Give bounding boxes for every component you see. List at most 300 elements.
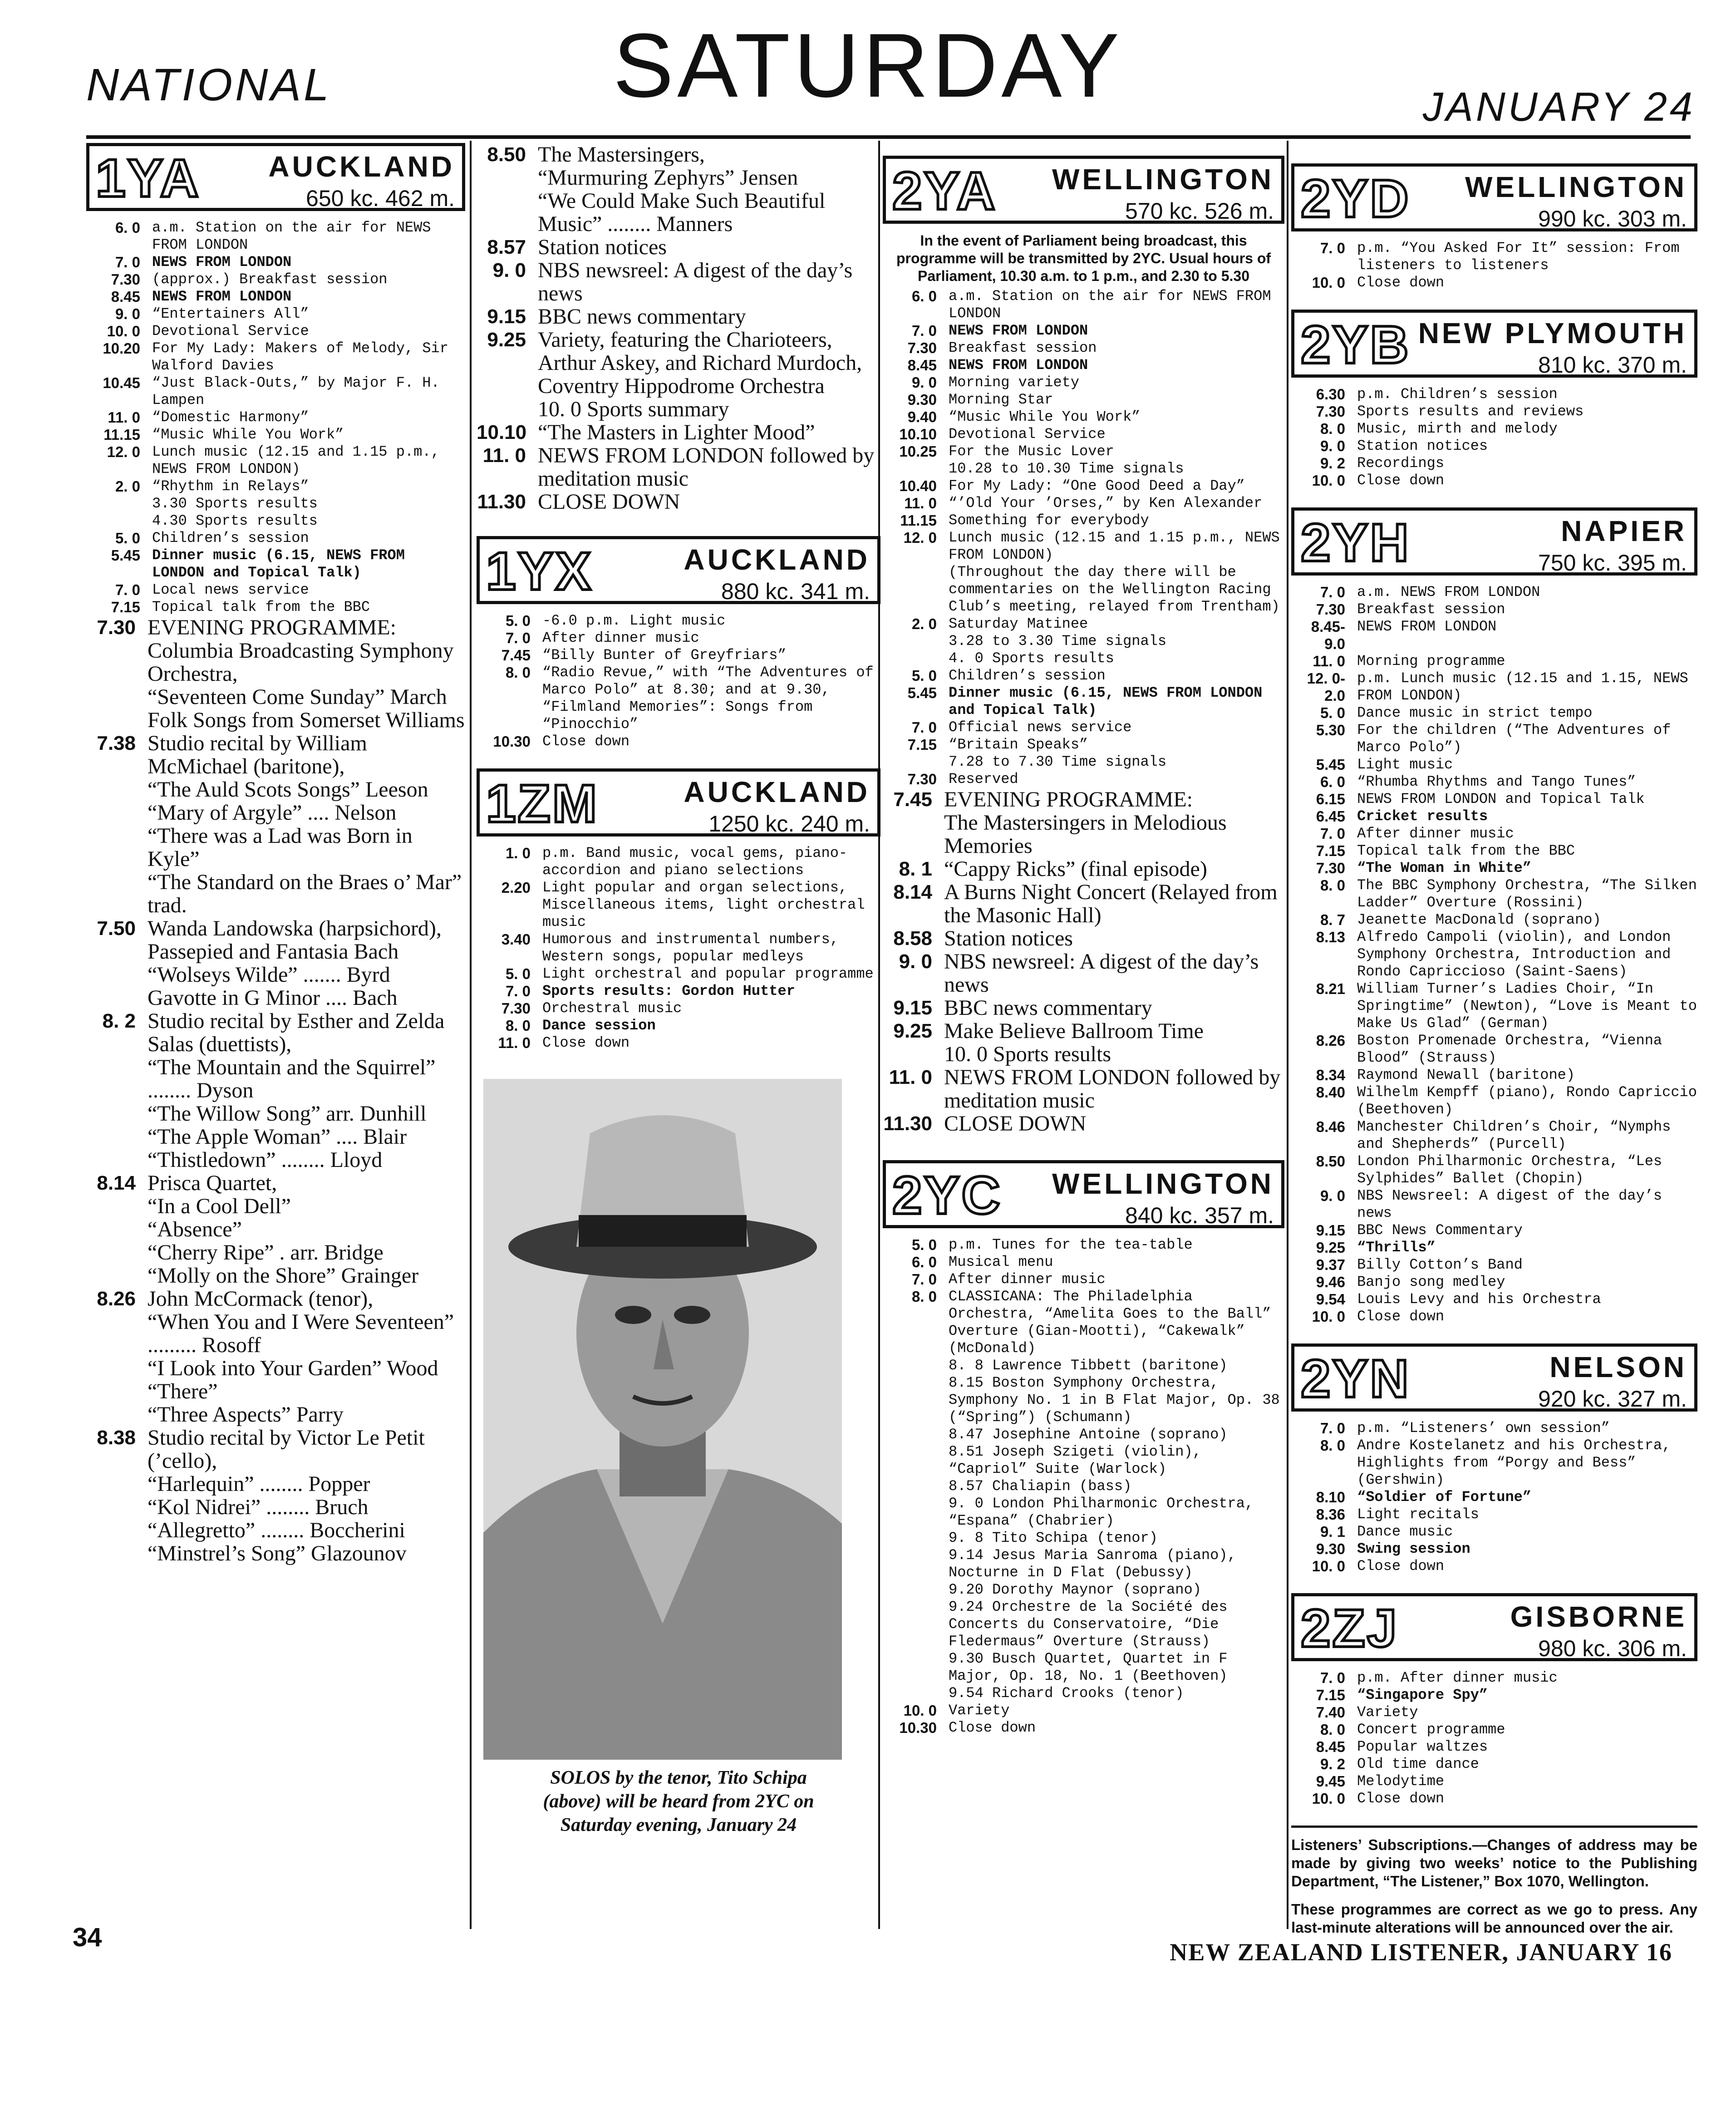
programme-description: Prisca Quartet, “In a Cool Dell” “Absence” “Cherry Ripe” . arr. Bridge “Molly on the Shore” Grainger bbox=[148, 1171, 419, 1288]
programme-description: Louis Levy and his Orchestra bbox=[1357, 1291, 1601, 1308]
programme-time: 6. 0 bbox=[911, 288, 937, 305]
programme-item bbox=[477, 931, 880, 965]
programme-description: Children’s session bbox=[949, 667, 1106, 684]
column-3 bbox=[883, 143, 1284, 1737]
programme-time: 6. 0 bbox=[1320, 773, 1345, 790]
programme-description: William Turner’s Ladies Choir, “In Springtime” (Newton), “Love is Meant to Make Us Glad” (German) bbox=[1357, 980, 1697, 1032]
station-frequency: 810 kc. 370 m. bbox=[1538, 352, 1687, 378]
programme-list bbox=[1291, 386, 1697, 489]
programme-item bbox=[477, 444, 880, 490]
programme-item bbox=[86, 478, 465, 530]
programme-description: Recordings bbox=[1357, 455, 1445, 472]
station-frequency: 750 kc. 395 m. bbox=[1538, 550, 1687, 576]
programme-description: Make Believe Ballroom Time 10. 0 Sports results bbox=[944, 1019, 1204, 1066]
station-city: WELLINGTON bbox=[1052, 163, 1274, 196]
programme-description: The Mastersingers, “Murmuring Zephyrs” Jensen “We Could Make Such Beautiful Music” ........ Manners bbox=[538, 143, 826, 236]
programme-description: Variety bbox=[1357, 1704, 1418, 1721]
programme-item bbox=[1291, 1274, 1697, 1291]
programme-time: 8.45 bbox=[111, 288, 140, 305]
programme-list bbox=[1291, 584, 1697, 1325]
programme-description: “Radio Revue,” with “The Adventures of Marco Polo” at 8.30; and at 9.30, “Filmland Memories”: Songs from “Pinocchio” bbox=[542, 664, 874, 733]
programme-item bbox=[1291, 1222, 1697, 1239]
programme-time: 8.50 bbox=[1316, 1153, 1345, 1170]
programme-time: 2.20 bbox=[501, 879, 531, 896]
programme-list bbox=[1291, 1669, 1697, 1807]
programme-item bbox=[86, 443, 465, 478]
programme-description: After dinner music bbox=[542, 630, 699, 646]
programme-item bbox=[883, 426, 1284, 443]
programme-time: 8.26 bbox=[1316, 1032, 1345, 1049]
programme-item bbox=[883, 340, 1284, 357]
programme-time: 8.58 bbox=[893, 927, 932, 950]
programme-time: 3.40 bbox=[501, 931, 531, 948]
programme-item bbox=[86, 271, 465, 288]
programme-time: 8.10 bbox=[1316, 1489, 1345, 1506]
programme-time: 9.25 bbox=[1316, 1239, 1345, 1256]
programme-time: 10.25 bbox=[899, 443, 937, 460]
programme-time: 9.15 bbox=[1316, 1222, 1345, 1239]
programme-description: Topical talk from the BBC bbox=[1357, 842, 1575, 859]
programme-time: 9.30 bbox=[907, 391, 937, 408]
programme-item bbox=[883, 529, 1284, 615]
programme-time: 12. 0 bbox=[903, 529, 937, 546]
programme-description: Close down bbox=[1357, 1308, 1445, 1325]
programme-time: 8. 0 bbox=[1320, 420, 1345, 437]
programme-description: London Philharmonic Orchestra, “Les Sylphides” Ballet (Chopin) bbox=[1357, 1153, 1662, 1187]
programme-description: NEWS FROM LONDON bbox=[1357, 618, 1497, 635]
programme-item bbox=[1291, 1187, 1697, 1222]
programme-item bbox=[883, 771, 1284, 788]
programme-time: 11. 0 bbox=[1313, 653, 1345, 669]
station-frequency: 1250 kc. 240 m. bbox=[708, 811, 870, 837]
programme-description: Morning variety bbox=[949, 374, 1080, 391]
programme-time: 7.38 bbox=[97, 732, 136, 754]
programme-description: “Billy Bunter of Greyfriars” bbox=[542, 647, 787, 664]
programme-item bbox=[883, 1112, 1284, 1135]
programme-item bbox=[1291, 1032, 1697, 1067]
station-callsign: 2YN bbox=[1301, 1349, 1411, 1409]
programme-description: Swing session bbox=[1357, 1540, 1470, 1557]
programme-description: p.m. “You Asked For It” session: From listeners to listeners bbox=[1357, 240, 1680, 274]
programme-time: 11. 0 bbox=[498, 1034, 531, 1051]
programme-item bbox=[86, 1171, 465, 1287]
programme-time: 8.45 bbox=[907, 357, 937, 374]
programme-item bbox=[883, 1236, 1284, 1254]
station-box-2YN bbox=[1291, 1343, 1697, 1412]
programme-item bbox=[86, 340, 465, 374]
programme-time: 10.10 bbox=[477, 421, 527, 443]
parliament-note: In the event of Parliament being broadcast, this programme will be transmitted by 2YC. Usual hours of Parliament, 10.30 a.m. to 1 p.m., and 2.30 to 5.30 bbox=[896, 232, 1271, 284]
programme-time: 7.30 bbox=[907, 771, 937, 787]
station-callsign: 2YH bbox=[1301, 513, 1411, 573]
programme-description: Close down bbox=[1357, 274, 1445, 291]
column-divider bbox=[1287, 141, 1288, 1929]
station-box-2ZJ bbox=[1291, 1593, 1697, 1661]
programme-item bbox=[86, 374, 465, 409]
programme-item bbox=[883, 1271, 1284, 1288]
programme-time: 9.25 bbox=[893, 1020, 932, 1042]
programme-item bbox=[1291, 808, 1697, 825]
programme-description: Banjo song medley bbox=[1357, 1274, 1505, 1290]
programme-time: 8. 0 bbox=[1320, 1721, 1345, 1738]
programme-description: Devotional Service bbox=[949, 426, 1106, 443]
programme-time: 8.21 bbox=[1316, 980, 1345, 997]
programme-description: Devotional Service bbox=[152, 323, 309, 340]
programme-description: “Thrills” bbox=[1357, 1239, 1436, 1256]
programme-description: Cricket results bbox=[1357, 808, 1488, 825]
programme-item bbox=[883, 950, 1284, 996]
programme-item bbox=[1291, 1084, 1697, 1118]
programme-description: Orchestral music bbox=[542, 1000, 682, 1017]
programme-item bbox=[86, 1426, 465, 1565]
programme-time: 9. 0 bbox=[899, 950, 932, 973]
programme-item bbox=[477, 630, 880, 647]
programme-description: “Soldier of Fortune” bbox=[1357, 1489, 1532, 1506]
programme-time: 9. 0 bbox=[1320, 1187, 1345, 1204]
programme-description: Breakfast session bbox=[1357, 601, 1505, 618]
programme-time: 8.26 bbox=[97, 1288, 136, 1310]
programme-description: NBS Newsreel: A digest of the day’s news bbox=[1357, 1187, 1662, 1221]
column-divider bbox=[470, 141, 472, 1929]
programme-description: p.m. Tunes for the tea-table bbox=[949, 1236, 1193, 1253]
programme-time: 8. 7 bbox=[1320, 911, 1345, 928]
programme-time: 7. 0 bbox=[911, 322, 937, 339]
subscription-notice bbox=[1291, 1826, 1697, 1937]
programme-time: 11.15 bbox=[103, 426, 140, 443]
programme-description: NEWS FROM LONDON followed by meditation music bbox=[944, 1065, 1281, 1112]
programme-description: Raymond Newall (baritone) bbox=[1357, 1067, 1575, 1083]
programme-item bbox=[883, 288, 1284, 322]
programme-description: Dance session bbox=[542, 1017, 656, 1034]
programme-description: Dinner music (6.15, NEWS FROM LONDON and Topical Talk) bbox=[949, 684, 1263, 718]
station-box-2YH bbox=[1291, 507, 1697, 576]
programme-description: Melodytime bbox=[1357, 1773, 1445, 1790]
station-box-2YC bbox=[883, 1160, 1284, 1228]
programme-description: Old time dance bbox=[1357, 1756, 1479, 1772]
programme-description: Wilhelm Kempff (piano), Rondo Capriccio (Beethoven) bbox=[1357, 1084, 1697, 1118]
programme-item bbox=[477, 328, 880, 421]
station-callsign: 2ZJ bbox=[1301, 1599, 1399, 1658]
programme-description: Andre Kostelanetz and his Orchestra, Highlights from “Porgy and Bess” (Gershwin) bbox=[1357, 1437, 1671, 1488]
programme-item bbox=[883, 719, 1284, 736]
programme-item bbox=[1291, 1067, 1697, 1084]
programme-description: After dinner music bbox=[949, 1271, 1106, 1288]
programme-time: 7.30 bbox=[97, 616, 136, 639]
station-frequency: 840 kc. 357 m. bbox=[1125, 1203, 1274, 1228]
programme-description: John McCormack (tenor), “When You and I Were Seventeen” ......... Rosoff “I Look into Your Garden” Wood “There” “Three Aspects” Parry bbox=[148, 1287, 454, 1427]
programme-time: 10.20 bbox=[103, 340, 140, 357]
station-city: WELLINGTON bbox=[1052, 1167, 1274, 1200]
column-4 bbox=[1291, 143, 1697, 1947]
programme-time: 7. 0 bbox=[115, 254, 140, 271]
programme-time: 7. 0 bbox=[1320, 584, 1345, 600]
station-frequency: 570 kc. 526 m. bbox=[1125, 198, 1274, 224]
station-city: AUCKLAND bbox=[684, 543, 870, 576]
programme-time: 7.15 bbox=[1316, 1687, 1345, 1703]
programme-time: 5.30 bbox=[1316, 722, 1345, 738]
programme-description: The BBC Symphony Orchestra, “The Silken Ladder” Overture (Rossini) bbox=[1357, 877, 1697, 911]
programme-description: Morning Star bbox=[949, 391, 1053, 408]
programme-item bbox=[1291, 1239, 1697, 1256]
programme-description: Sports results: Gordon Hutter bbox=[542, 983, 795, 999]
header-rule bbox=[86, 135, 1691, 139]
programme-item bbox=[883, 1066, 1284, 1112]
programme-description: Sports results and reviews bbox=[1357, 403, 1584, 420]
programme-description: p.m. Lunch music (12.15 and 1.15, NEWS FROM LONDON) bbox=[1357, 670, 1688, 704]
programme-item bbox=[1291, 722, 1697, 756]
programme-item bbox=[477, 490, 880, 513]
programme-description: EVENING PROGRAMME: The Mastersingers in Melodious Memories bbox=[944, 787, 1227, 858]
programme-item bbox=[86, 732, 465, 917]
programme-list bbox=[477, 143, 880, 513]
programme-time: 8. 0 bbox=[1320, 1437, 1345, 1454]
programme-description: Wanda Landowska (harpsichord), Passepied and Fantasia Bach “Wolseys Wilde” ....... Byrd Gavotte in G Minor .... Bach bbox=[148, 916, 442, 1010]
programme-item bbox=[1291, 1540, 1697, 1558]
programme-item bbox=[1291, 1738, 1697, 1756]
programme-description: Station notices bbox=[944, 926, 1073, 950]
programme-time: 10. 0 bbox=[107, 323, 140, 340]
programme-time: 5. 0 bbox=[1320, 704, 1345, 721]
programme-time: 6. 0 bbox=[115, 219, 140, 236]
programme-item bbox=[883, 1702, 1284, 1719]
programme-item bbox=[883, 477, 1284, 495]
programme-list bbox=[86, 219, 465, 1565]
programme-description: Light music bbox=[1357, 756, 1453, 773]
programme-item bbox=[477, 305, 880, 328]
programme-item bbox=[1291, 860, 1697, 877]
station-city: NEW PLYMOUTH bbox=[1418, 317, 1687, 349]
programme-time: 7.15 bbox=[907, 736, 937, 753]
programme-time: 7. 0 bbox=[1320, 240, 1345, 256]
programme-item bbox=[477, 259, 880, 305]
programme-item bbox=[1291, 1291, 1697, 1308]
programme-description: Close down bbox=[949, 1719, 1036, 1736]
programme-time: 12. 0 bbox=[107, 443, 140, 460]
programme-description: a.m. NEWS FROM LONDON bbox=[1357, 584, 1540, 600]
programme-time: 7.30 bbox=[1316, 403, 1345, 420]
programme-item bbox=[477, 1034, 880, 1052]
station-city: NAPIER bbox=[1561, 515, 1687, 547]
programme-item bbox=[883, 788, 1284, 857]
programme-time: 9.25 bbox=[487, 329, 526, 351]
press-note: These programmes are correct as we go to press. Any last-minute alterations will be announced over the air. bbox=[1291, 1901, 1697, 1936]
programme-description: CLASSICANA: The Philadelphia Orchestra, “Amelita Goes to the Ball” Overture (Gian-Mootti), “Cakewalk” (McDonald) 8. 8 Lawrence Tibbett (baritone) 8.15 Boston Symphony Orchestra, Symphony No. 1 in B Flat Major, Op. 38 (“Spring”) (Schumann) 8.47 Josephine Antoine (soprano) 8.51 Joseph Szigeti (violin), “Capriol” Suite (Warlock) 8.57 Chaliapin (bass) 9. 0 London Philharmonic Orchestra, “Espana” (Chabrier) 9. 8 Tito Schipa (tenor) 9.14 Jesus Maria Sanroma (piano), Nocturne in D Flat (Debussy) 9.20 Dorothy Maynor (soprano) 9.24 Orchestre de la Société des Concerts du Conservatoire, “Die Fledermaus” Overture (Strauss) 9.30 Busch Quartet, Quartet in F Major, Op. 18, No. 1 (Beethoven) 9.54 Richard Crooks (tenor) bbox=[949, 1288, 1280, 1702]
programme-time: 7.40 bbox=[1316, 1704, 1345, 1721]
programme-item bbox=[883, 443, 1284, 477]
programme-time: 6.30 bbox=[1316, 386, 1345, 403]
programme-item bbox=[883, 927, 1284, 950]
programme-time: 5. 0 bbox=[911, 667, 937, 684]
programme-description: Light orchestral and popular programme bbox=[542, 965, 874, 982]
programme-description: Boston Promenade Orchestra, “Vienna Blood” (Strauss) bbox=[1357, 1032, 1662, 1066]
programme-item bbox=[1291, 1756, 1697, 1773]
programme-time: 7.30 bbox=[111, 271, 140, 288]
programme-description: p.m. After dinner music bbox=[1357, 1669, 1558, 1686]
programme-item bbox=[883, 736, 1284, 771]
programme-time: 8.36 bbox=[1316, 1506, 1345, 1523]
programme-time: 5. 0 bbox=[911, 1236, 937, 1253]
programme-item bbox=[1291, 438, 1697, 455]
programme-description: “Rhythm in Relays” 3.30 Sports results 4.30 Sports results bbox=[152, 478, 318, 529]
programme-item bbox=[883, 881, 1284, 927]
programme-item bbox=[86, 616, 465, 732]
programme-item bbox=[883, 996, 1284, 1019]
programme-item bbox=[1291, 386, 1697, 403]
programme-item bbox=[1291, 403, 1697, 420]
programme-item bbox=[86, 219, 465, 254]
programme-time: 8. 0 bbox=[505, 1017, 531, 1034]
programme-item bbox=[477, 421, 880, 444]
programme-item bbox=[1291, 1704, 1697, 1721]
programme-description: NEWS FROM LONDON and Topical Talk bbox=[1357, 791, 1645, 807]
programme-item bbox=[1291, 240, 1697, 274]
programme-item bbox=[1291, 1420, 1697, 1437]
station-box-2YD bbox=[1291, 163, 1697, 231]
programme-time: 6. 0 bbox=[911, 1254, 937, 1270]
programme-time: 2. 0 bbox=[115, 478, 140, 495]
programme-description: NEWS FROM LONDON bbox=[152, 288, 292, 305]
programme-description: For My Lady: “One Good Deed a Day” bbox=[949, 477, 1245, 494]
programme-item bbox=[883, 1254, 1284, 1271]
programme-item bbox=[1291, 1308, 1697, 1325]
station-callsign: 2YD bbox=[1301, 169, 1411, 229]
programme-time: 11. 0 bbox=[482, 444, 526, 467]
programme-time: 8.57 bbox=[487, 236, 526, 258]
programme-item bbox=[1291, 420, 1697, 438]
programme-time: 9. 1 bbox=[1320, 1523, 1345, 1540]
programme-item bbox=[883, 1719, 1284, 1737]
programme-item bbox=[1291, 1790, 1697, 1807]
programme-list bbox=[477, 612, 880, 750]
programme-item bbox=[1291, 1506, 1697, 1523]
programme-time: 8.45 bbox=[1316, 1738, 1345, 1755]
programme-time: 8.46 bbox=[1316, 1118, 1345, 1135]
day-heading: SATURDAY bbox=[613, 15, 1123, 116]
programme-item bbox=[1291, 929, 1697, 980]
programme-time: 11.15 bbox=[900, 512, 937, 529]
programme-description: “The Woman in White” bbox=[1357, 860, 1532, 876]
programme-time: 8.45-9.0 bbox=[1311, 618, 1345, 652]
programme-item bbox=[1291, 1437, 1697, 1489]
programme-description: Studio recital by Esther and Zelda Salas (duettists), “The Mountain and the Squirrel” ........ Dyson “The Willow Song” arr. Dunhill “The Apple Woman” .... Blair “Thistledown” ........ Lloyd bbox=[148, 1009, 445, 1172]
programme-time: 5.45 bbox=[111, 547, 140, 564]
programme-description: Reserved bbox=[949, 771, 1018, 787]
programme-description: Studio recital by Victor Le Petit (’cello), “Harlequin” ........ Popper “Kol Nidrei” ........ Bruch “Allegretto” ........ Boccherini “Minstrel’s Song” Glazounov bbox=[148, 1426, 425, 1565]
portrait-illustration bbox=[483, 1079, 842, 1760]
programme-item bbox=[86, 305, 465, 323]
programme-description: Manchester Children’s Choir, “Nymphs and Shepherds” (Purcell) bbox=[1357, 1118, 1671, 1152]
programme-item bbox=[477, 983, 880, 1000]
programme-description: BBC news commentary bbox=[944, 996, 1152, 1020]
programme-item bbox=[477, 236, 880, 259]
programme-item bbox=[1291, 1256, 1697, 1274]
programme-description: Breakfast session bbox=[949, 340, 1097, 356]
programme-item bbox=[86, 547, 465, 581]
programme-time: 7.15 bbox=[111, 599, 140, 615]
programme-item bbox=[1291, 980, 1697, 1032]
programme-item bbox=[1291, 704, 1697, 722]
programme-description: “Rhumba Rhythms and Tango Tunes” bbox=[1357, 773, 1636, 790]
programme-description: “’Old Your ’Orses,” by Ken Alexander bbox=[949, 495, 1263, 512]
programme-description: Popular waltzes bbox=[1357, 1738, 1488, 1755]
programme-time: 7.45 bbox=[893, 788, 932, 811]
programme-time: 11.30 bbox=[883, 1112, 932, 1135]
programme-item bbox=[1291, 274, 1697, 291]
programme-item bbox=[1291, 825, 1697, 842]
programme-description: Variety, featuring the Charioteers, Arthur Askey, and Richard Murdoch, Coventry Hippodrome Orchestra 10. 0 Sports summary bbox=[538, 328, 862, 421]
programme-description: After dinner music bbox=[1357, 825, 1514, 842]
programme-time: 8.13 bbox=[1316, 929, 1345, 945]
programme-time: 9. 0 bbox=[911, 374, 937, 391]
station-city: AUCKLAND bbox=[268, 150, 455, 183]
network-label: NATIONAL bbox=[86, 59, 332, 110]
programme-time: 9. 0 bbox=[492, 259, 526, 281]
subscriptions-text: Listeners’ Subscriptions.—Changes of address may be made by giving two weeks’ notice to the Publishing Department, “The Listener,” Box 1070, Wellington. bbox=[1291, 1836, 1697, 1890]
station-callsign: 1YA bbox=[96, 148, 201, 208]
programme-time: 8.14 bbox=[97, 1172, 136, 1194]
programme-time: 8.40 bbox=[1316, 1084, 1345, 1101]
station-box-2YA bbox=[883, 156, 1284, 224]
programme-time: 5. 0 bbox=[505, 612, 531, 629]
programme-item bbox=[1291, 653, 1697, 670]
programme-item bbox=[86, 1287, 465, 1426]
station-callsign: 2YC bbox=[892, 1166, 1002, 1225]
programme-time: 7.50 bbox=[97, 917, 136, 940]
programme-time: 7.30 bbox=[501, 1000, 531, 1017]
station-callsign: 1ZM bbox=[486, 774, 599, 834]
programme-item bbox=[477, 647, 880, 664]
programme-item bbox=[883, 495, 1284, 512]
date-label: JANUARY 24 bbox=[1422, 84, 1695, 130]
programme-time: 8.50 bbox=[487, 143, 526, 166]
programme-description: For the Music Lover 10.28 to 10.30 Time signals bbox=[949, 443, 1184, 477]
programme-time: 7. 0 bbox=[911, 1271, 937, 1288]
programme-time: 9.15 bbox=[487, 305, 526, 328]
programme-description: Lunch music (12.15 and 1.15 p.m., NEWS FROM LONDON) bbox=[152, 443, 440, 477]
programme-description: For My Lady: Makers of Melody, Sir Walford Davies bbox=[152, 340, 448, 374]
programme-description: Close down bbox=[542, 733, 630, 750]
programme-description: Dinner music (6.15, NEWS FROM LONDON and Topical Talk) bbox=[152, 547, 405, 581]
programme-item bbox=[1291, 1118, 1697, 1153]
programme-item bbox=[1291, 877, 1697, 911]
programme-item bbox=[477, 664, 880, 733]
programme-time: 9. 2 bbox=[1320, 455, 1345, 472]
programme-time: 6.15 bbox=[1316, 791, 1345, 807]
programme-description: Something for everybody bbox=[949, 512, 1149, 529]
programme-description: Alfredo Campoli (violin), and London Symphony Orchestra, Introduction and Rondo Capriccioso (Saint-Saens) bbox=[1357, 929, 1671, 980]
programme-item bbox=[1291, 1489, 1697, 1506]
station-frequency: 880 kc. 341 m. bbox=[721, 579, 870, 604]
programme-item bbox=[883, 322, 1284, 340]
programme-item bbox=[1291, 842, 1697, 860]
programme-item bbox=[1291, 455, 1697, 472]
programme-description: Light recitals bbox=[1357, 1506, 1479, 1523]
programme-description: Variety bbox=[949, 1702, 1010, 1719]
programme-description: (approx.) Breakfast session bbox=[152, 271, 388, 288]
programme-item bbox=[883, 684, 1284, 719]
programme-item bbox=[477, 733, 880, 750]
programme-item bbox=[86, 288, 465, 305]
programme-item bbox=[86, 917, 465, 1009]
programme-time: 10. 0 bbox=[1312, 472, 1345, 489]
station-city: NELSON bbox=[1549, 1351, 1687, 1383]
programme-time: 10. 0 bbox=[903, 1702, 937, 1719]
programme-time: 10. 0 bbox=[1312, 274, 1345, 291]
programme-item bbox=[883, 408, 1284, 426]
programme-item bbox=[1291, 791, 1697, 808]
publication-footer: NEW ZEALAND LISTENER, JANUARY 16 bbox=[1170, 1939, 1672, 1966]
programme-list bbox=[1291, 1420, 1697, 1575]
